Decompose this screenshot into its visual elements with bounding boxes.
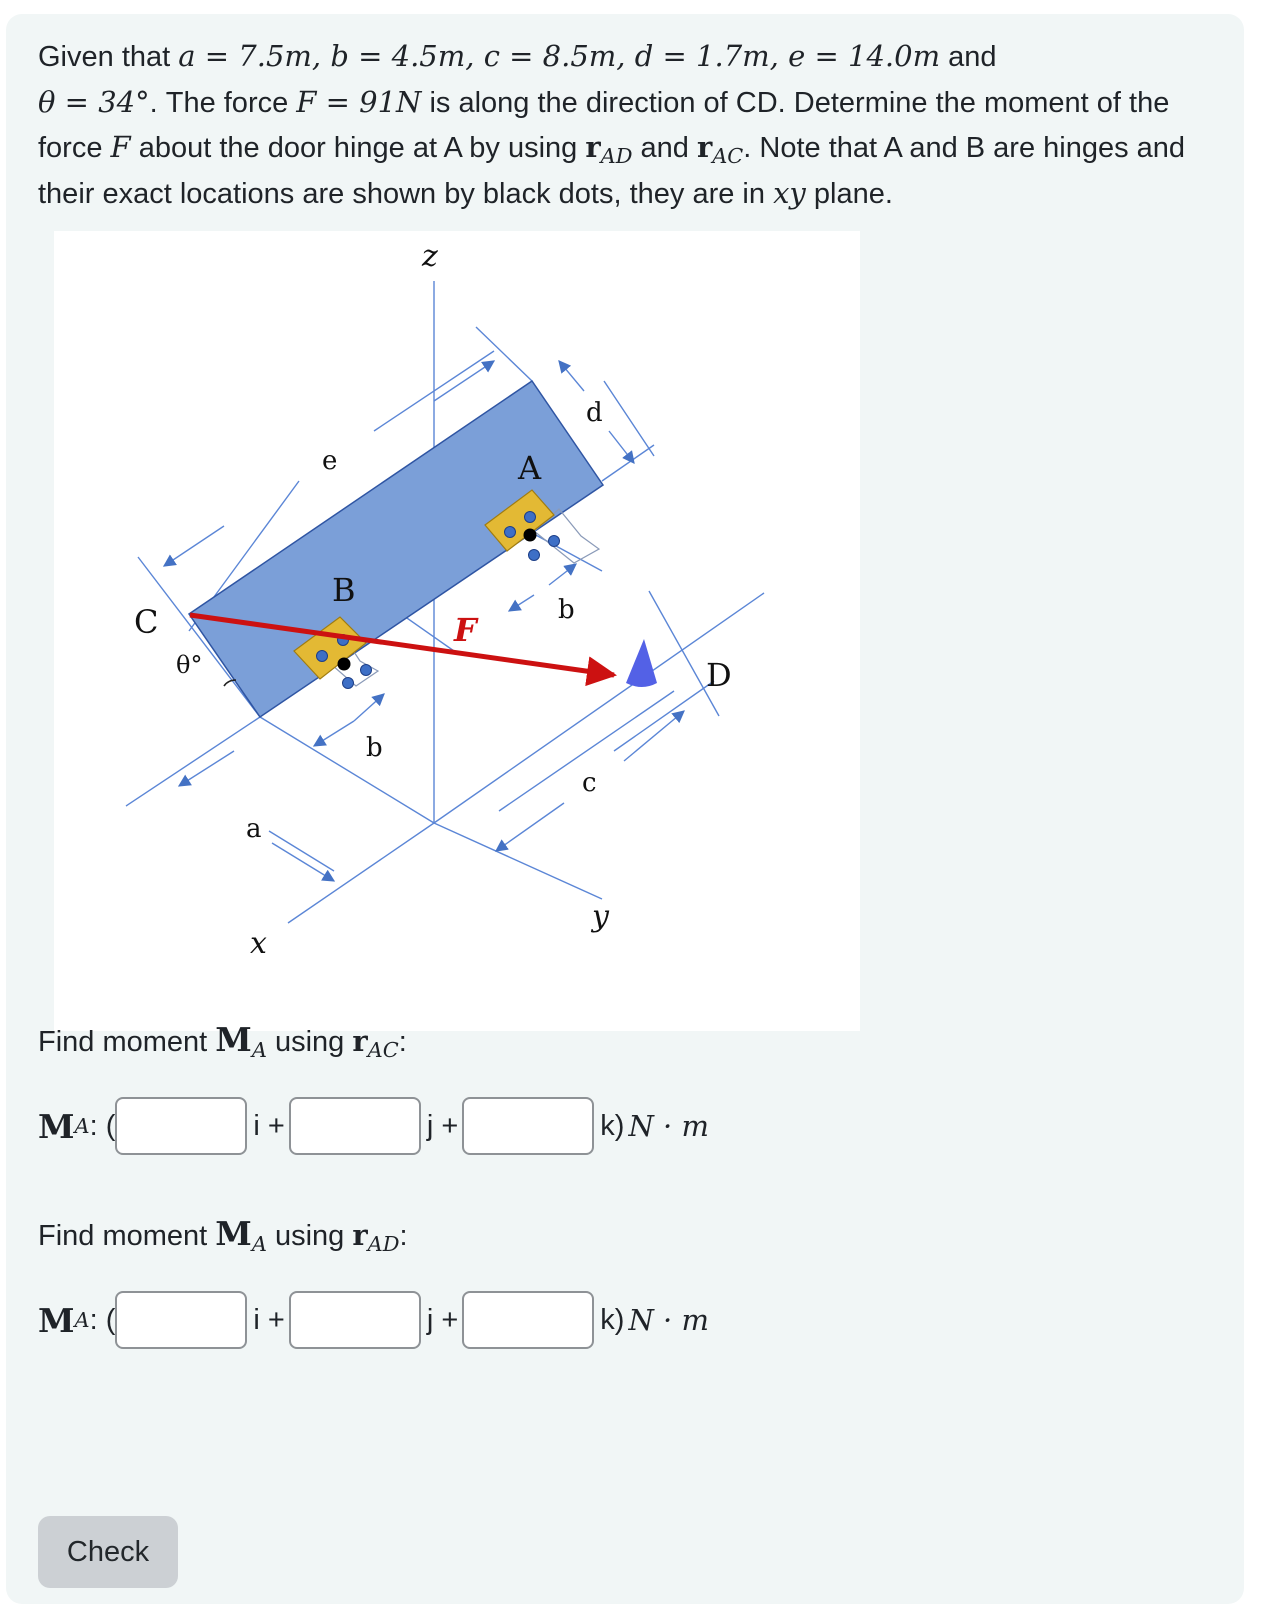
- problem-statement: [38, 34, 1198, 216]
- force-label: F: [454, 611, 477, 649]
- check-button[interactable]: Check: [38, 1516, 178, 1588]
- theta-value: θ = 34°: [38, 84, 150, 119]
- b-label-lower: b: [366, 733, 383, 763]
- y-axis: [434, 823, 602, 899]
- question-2-prompt: Find moment $M_A$ using $r_{AD}$:: [38, 1214, 408, 1256]
- answer-2-k-input[interactable]: [462, 1291, 594, 1349]
- d-value: d = 1.7m,: [634, 39, 789, 73]
- diagram-svg: [54, 231, 860, 1031]
- unit-label: N · m: [628, 1109, 709, 1143]
- b-label-upper: b: [558, 595, 575, 625]
- text: . Note that A and B are hinges and their exact locations are shown by black dots, they are in: [38, 132, 1186, 210]
- r-symbol: r: [696, 130, 713, 164]
- answer-1-j-input[interactable]: [289, 1097, 421, 1155]
- text: and: [940, 41, 997, 73]
- point-a-label: A: [518, 449, 542, 487]
- answer-row-1: M A : ( i + j + k) N · m: [38, 1093, 709, 1159]
- answer-2-j-input[interactable]: [289, 1291, 421, 1349]
- xy-symbol: xy: [773, 175, 806, 210]
- door-diagram: [54, 231, 860, 1031]
- d-label: d: [586, 398, 603, 428]
- force-value: F = 91N: [296, 84, 422, 119]
- answer-row-2: M A : ( i + j + k) N · m: [38, 1287, 709, 1353]
- r-symbol: r: [585, 130, 601, 164]
- a-value: a = 7.5m,: [178, 39, 331, 73]
- text: and: [632, 132, 697, 164]
- x-axis: [288, 823, 434, 923]
- text: plane.: [805, 177, 893, 210]
- a-label: a: [246, 814, 262, 844]
- point-c-label: C: [134, 603, 159, 641]
- r-sub: AC: [712, 143, 744, 168]
- answer-1-i-input[interactable]: [115, 1097, 247, 1155]
- y-label: y: [592, 899, 609, 934]
- c-value: c = 8.5m,: [483, 39, 635, 73]
- e-label: e: [322, 446, 338, 476]
- z-label: z: [422, 239, 438, 274]
- c-label: c: [582, 768, 597, 798]
- point-d-label: D: [706, 656, 732, 694]
- x-label: x: [250, 926, 267, 961]
- e-value: e = 14.0m: [788, 39, 941, 73]
- unit-label: N · m: [628, 1303, 709, 1337]
- b-value: b = 4.5m,: [330, 39, 484, 73]
- text: Given that: [38, 41, 179, 73]
- point-b-label: B: [332, 571, 356, 609]
- text: about the door hinge at A by using: [130, 132, 586, 164]
- text: is along the direction of CD. Determine the moment of the force: [38, 86, 1170, 164]
- answer-1-k-input[interactable]: [462, 1097, 594, 1155]
- theta-label: θ°: [176, 651, 203, 679]
- force-symbol: F: [110, 130, 131, 164]
- r-sub: AD: [600, 143, 633, 168]
- point-d-marker: [626, 639, 657, 687]
- text: . The force: [149, 86, 297, 119]
- answer-2-i-input[interactable]: [115, 1291, 247, 1349]
- question-1-prompt: Find moment $M_A$ using $r_{AC}$:: [38, 1020, 407, 1062]
